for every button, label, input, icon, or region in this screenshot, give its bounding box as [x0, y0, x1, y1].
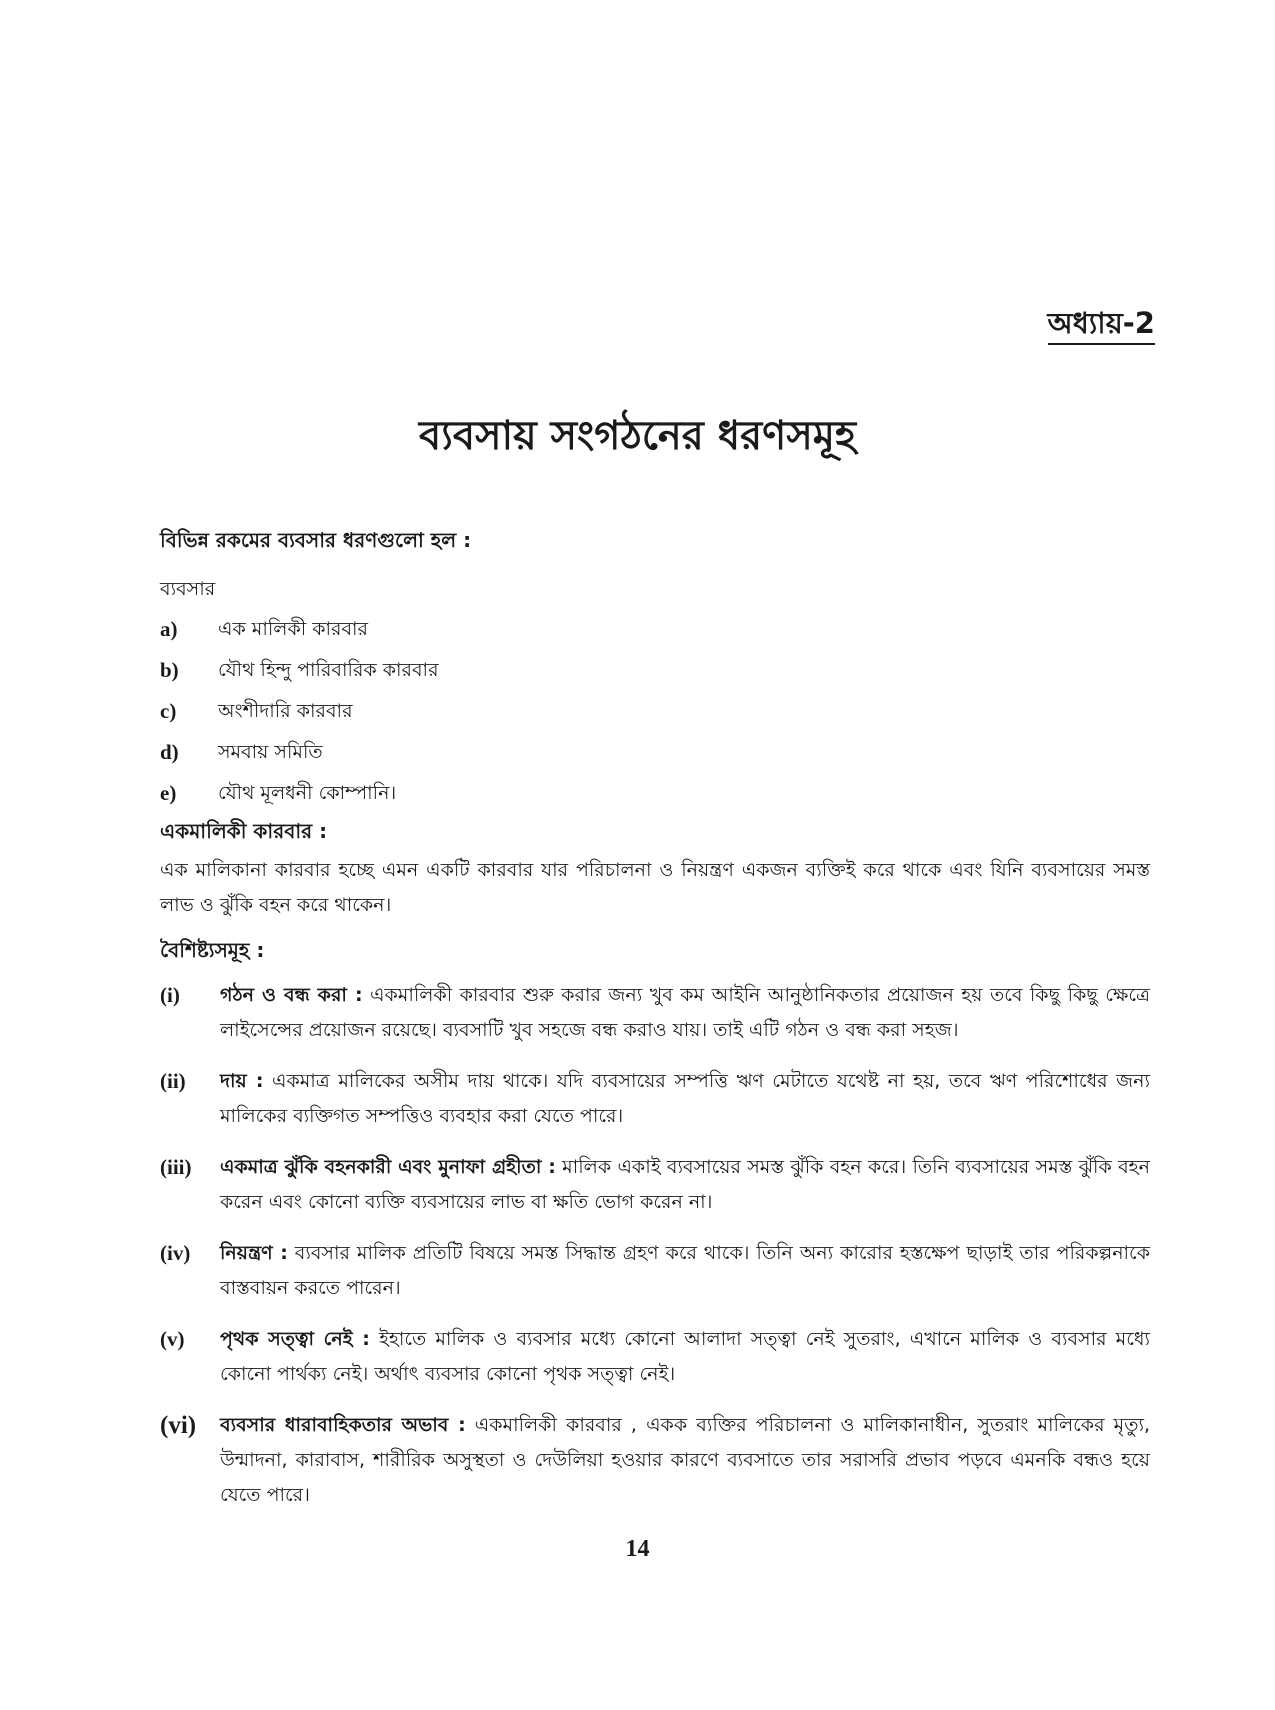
sole-definition-paragraph: এক মালিকানা কারবার হচ্ছে এমন একটি কারবার যার পরিচালনা ও নিয়ন্ত্রণ একজন ব্যক্তিই করে থাকে এবং যিনি ব্যবসায়ের সমস্ত লাভ ও ঝুঁকি বহন করে থাকেন।	[160, 859, 1150, 916]
feature-text: ব্যবসার মালিক প্রতিটি বিষয়ে সমস্ত সিদ্ধান্ত গ্রহণ করে থাকে। তিনি অন্য কারোর হস্তক্ষেপ ছাড়াই তার পরিকল্পনাকে বাস্তবায়ন করতে পারেন।	[220, 1242, 1150, 1299]
intro-word: ব্যবসার	[160, 578, 216, 600]
feature-term: পৃথক সত্ত্বা নেই :	[220, 1328, 370, 1350]
feature-body	[220, 1408, 1150, 1513]
feature-body	[220, 1150, 1150, 1220]
list-item-label: e)	[160, 781, 177, 805]
list-item	[160, 650, 1150, 691]
feature-term: দায় :	[220, 1070, 264, 1092]
feature-label: (vi)	[160, 1412, 197, 1439]
feature-item	[160, 1150, 1150, 1220]
list-item-label: c)	[160, 699, 177, 723]
page-number: 14	[625, 1536, 650, 1562]
types-list	[160, 609, 1150, 814]
list-item-label: a)	[160, 617, 178, 641]
page-title: ব্যবসায় সংগঠনের ধরণসমূহ	[418, 413, 856, 459]
feature-label: (ii)	[160, 1069, 186, 1093]
list-item-label: b)	[160, 658, 179, 682]
feature-item	[160, 978, 1150, 1048]
list-item-label: d)	[160, 740, 179, 764]
feature-item	[160, 1064, 1150, 1134]
feature-label: (i)	[160, 983, 180, 1007]
feature-body	[220, 1064, 1150, 1134]
feature-text: একমাত্র মালিকের অসীম দায় থাকে। যদি ব্যবসায়ের সম্পত্তি ঋণ মেটাতে যথেষ্ট না হয়, তবে ঋণ পরিশোধের জন্য মালিকের ব্যক্তিগত সম্পত্তিও ব্যবহার করা যেতে পারে।	[220, 1070, 1151, 1127]
feature-body	[220, 1236, 1150, 1306]
feature-body	[220, 1322, 1150, 1392]
sole-proprietorship-heading: একমালিকী কারবার :	[160, 819, 328, 843]
features-heading: বৈশিষ্ট্যসমূহ :	[160, 938, 265, 962]
feature-text: মালিক একাই ব্যবসায়ের সমস্ত ঝুঁকি বহন করে। তিনি ব্যবসায়ের সমস্ত ঝুঁকি বহন করেন এবং কোনো ব্যক্তি ব্যবসায়ের লাভ বা ক্ষতি ভোগ করেন না।	[220, 1156, 1150, 1213]
chapter-label: অধ্যায়-2	[1048, 306, 1156, 345]
list-item-text: এক মালিকী কারবার	[218, 618, 368, 640]
list-item	[160, 691, 1150, 732]
feature-label: (iv)	[160, 1241, 191, 1265]
feature-text: একমালিকী কারবার , একক ব্যক্তির পরিচালনা ও মালিকানাধীন, সুতরাং মালিকের মৃত্যু, উন্মাদনা, কারাবাস, শারীরিক অসুস্থতা ও দেউলিয়া হওয়ার কারণে ব্যবসাতে তার সরাসরি প্রভাব পড়বে এমনকি বন্ধও হয়ে যেতে পারে।	[220, 1414, 1150, 1506]
feature-item	[160, 1322, 1150, 1392]
feature-item	[160, 1236, 1150, 1306]
feature-item	[160, 1408, 1150, 1513]
types-heading: বিভিন্ন রকমের ব্যবসার ধরণগুলো হল :	[160, 528, 472, 552]
list-item	[160, 732, 1150, 773]
feature-label: (v)	[160, 1327, 185, 1351]
feature-text: একমালিকী কারবার শুরু করার জন্য খুব কম আইনি আনুষ্ঠানিকতার প্রয়োজন হয় তবে কিছু কিছু ক্ষেত্রে লাইসেন্সের প্রয়োজন রয়েছে। ব্যবসাটি খুব সহজে বন্ধ করাও যায়। তাই এটি গঠন ও বন্ধ করা সহজ।	[220, 984, 1150, 1041]
list-item-text: সমবায় সমিতি	[218, 741, 323, 763]
list-item	[160, 609, 1150, 650]
feature-body	[220, 978, 1150, 1048]
list-item-text: যৌথ মূলধনী কোম্পানি।	[218, 782, 397, 804]
feature-label: (iii)	[160, 1155, 192, 1179]
feature-term: ব্যবসার ধারাবাহিকতার অভাব :	[220, 1414, 466, 1436]
feature-text: ইহাতে মালিক ও ব্যবসার মধ্যে কোনো আলাদা সত্ত্বা নেই সুতরাং, এখানে মালিক ও ব্যবসার মধ্যে কোনো পার্থক্য নেই। অর্থাৎ ব্যবসার কোনো পৃথক সত্ত্বা নেই।	[220, 1328, 1151, 1385]
features-list	[160, 978, 1150, 1513]
list-item-text: অংশীদারি কারবার	[218, 700, 353, 722]
feature-term: নিয়ন্ত্রণ :	[220, 1242, 288, 1264]
feature-term: গঠন ও বন্ধ করা :	[220, 984, 363, 1006]
list-item-text: যৌথ হিন্দু পারিবারিক কারবার	[218, 659, 439, 681]
feature-term: একমাত্র ঝুঁকি বহনকারী এবং মুনাফা গ্রহীতা :	[220, 1156, 556, 1178]
list-item	[160, 773, 1150, 814]
content-body	[160, 523, 1150, 1529]
